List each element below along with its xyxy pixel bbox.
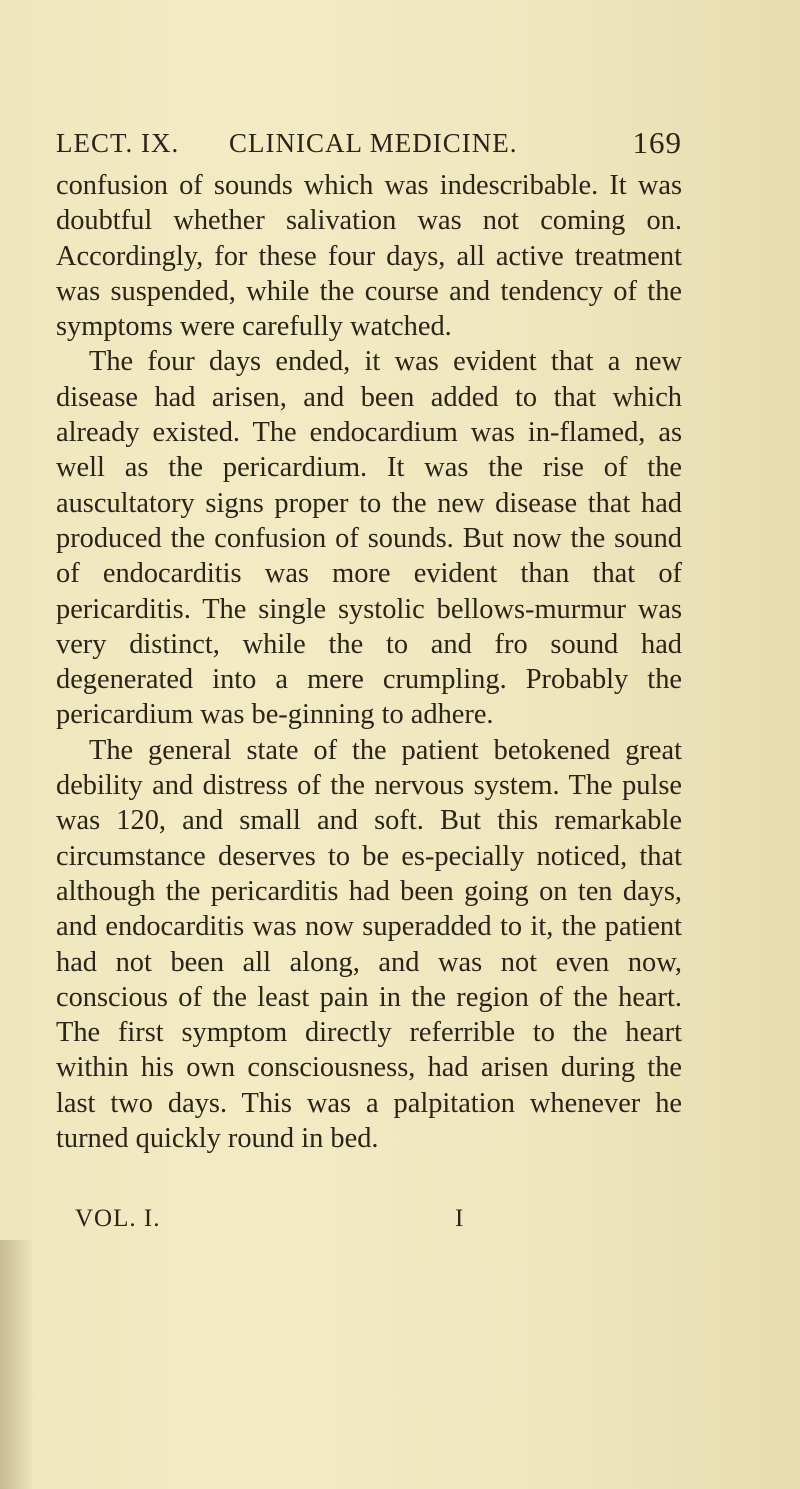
page-number: 169 [632,125,682,160]
paragraph: The general state of the patient betokened great debility and distress of the nervous system. The pulse was 120, and small and soft. But this remarkable circumstance deserves to be es-pecially noticed, that although the pericarditis had been going on ten days, and endocarditis was now superadded to it, the patient had not been all along, and was not even now, conscious of the least pain in the region of the heart. The first symptom directly referrible to the heart within his own consciousness, had arisen during the last two days. This was a palpitation whenever he turned quickly round in bed. [56,734,682,1155]
running-head [56,125,682,164]
footer-signature-line [75,1205,495,1237]
volume-label: VOL. I. [75,1205,161,1232]
lecture-label: LECT. IX. [56,128,180,158]
signature-mark: I [455,1205,465,1232]
paragraph-continued: confusion of sounds which was indescribable. It was doubtful whether salivation was not coming on. Accordingly, for these four days, all active treatment was suspended, while the course and tendency of the symptoms were carefully watched. [56,170,682,343]
paragraph: The four days ended, it was evident that a new disease had arisen, and been added to that which already existed. The endocardium was in-flamed, as well as the pericardium. It was the rise of the auscultatory signs proper to the new disease that had produced the confusion of sounds. But now the sound of endocarditis was more evident than that of pericarditis. The single systolic bellows-murmur was very distinct, while the to and fro sound had degenerated into a mere crumpling. Probably the pericardium was be-ginning to adhere. [56,346,682,731]
body-text [56,168,682,1156]
running-title: CLINICAL MEDICINE. [229,128,518,158]
page-edge-shadow [0,1240,34,1489]
